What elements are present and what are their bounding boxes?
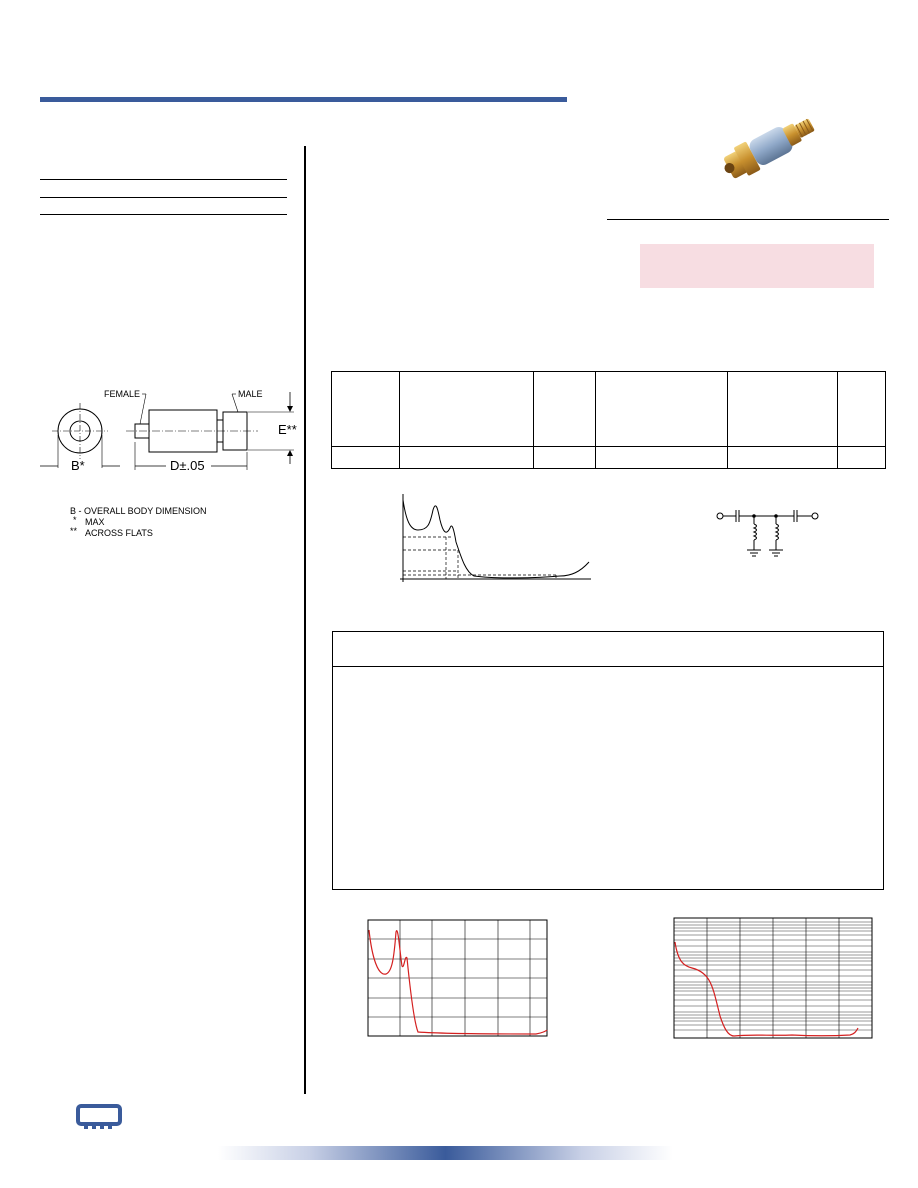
male-label: MALE <box>238 389 263 399</box>
schematic-icon <box>712 504 824 566</box>
product-rule <box>607 219 889 220</box>
highlight-box <box>640 244 874 288</box>
dim-e-label: E** <box>278 422 297 437</box>
typical-response-sketch <box>396 490 596 590</box>
legend-line-3: ACROSS FLATS <box>85 528 153 538</box>
dim-b-label: B* <box>71 458 85 473</box>
left-rule-1 <box>40 179 287 180</box>
company-logo-icon <box>76 1104 122 1130</box>
footer-gradient-bar <box>218 1146 673 1160</box>
performance-box <box>332 631 884 890</box>
legend-line-1: B - OVERALL BODY DIMENSION <box>70 506 207 516</box>
plot-right <box>672 916 874 1042</box>
left-rule-2 <box>40 197 287 198</box>
female-label: FEMALE <box>104 389 141 399</box>
plot-left <box>366 918 550 1040</box>
column-divider <box>304 146 306 1094</box>
legend-line-2: MAX <box>85 517 105 527</box>
left-rule-3 <box>40 214 287 215</box>
product-photo-icon <box>715 108 827 184</box>
performance-box-header-rule <box>333 666 883 667</box>
legend-mark-1: * <box>73 515 77 525</box>
header-accent-bar <box>40 97 567 102</box>
table-row-divider <box>332 446 885 447</box>
dim-d-label: D±.05 <box>170 458 205 473</box>
legend-mark-2: ** <box>70 526 78 536</box>
spec-table <box>331 371 886 469</box>
